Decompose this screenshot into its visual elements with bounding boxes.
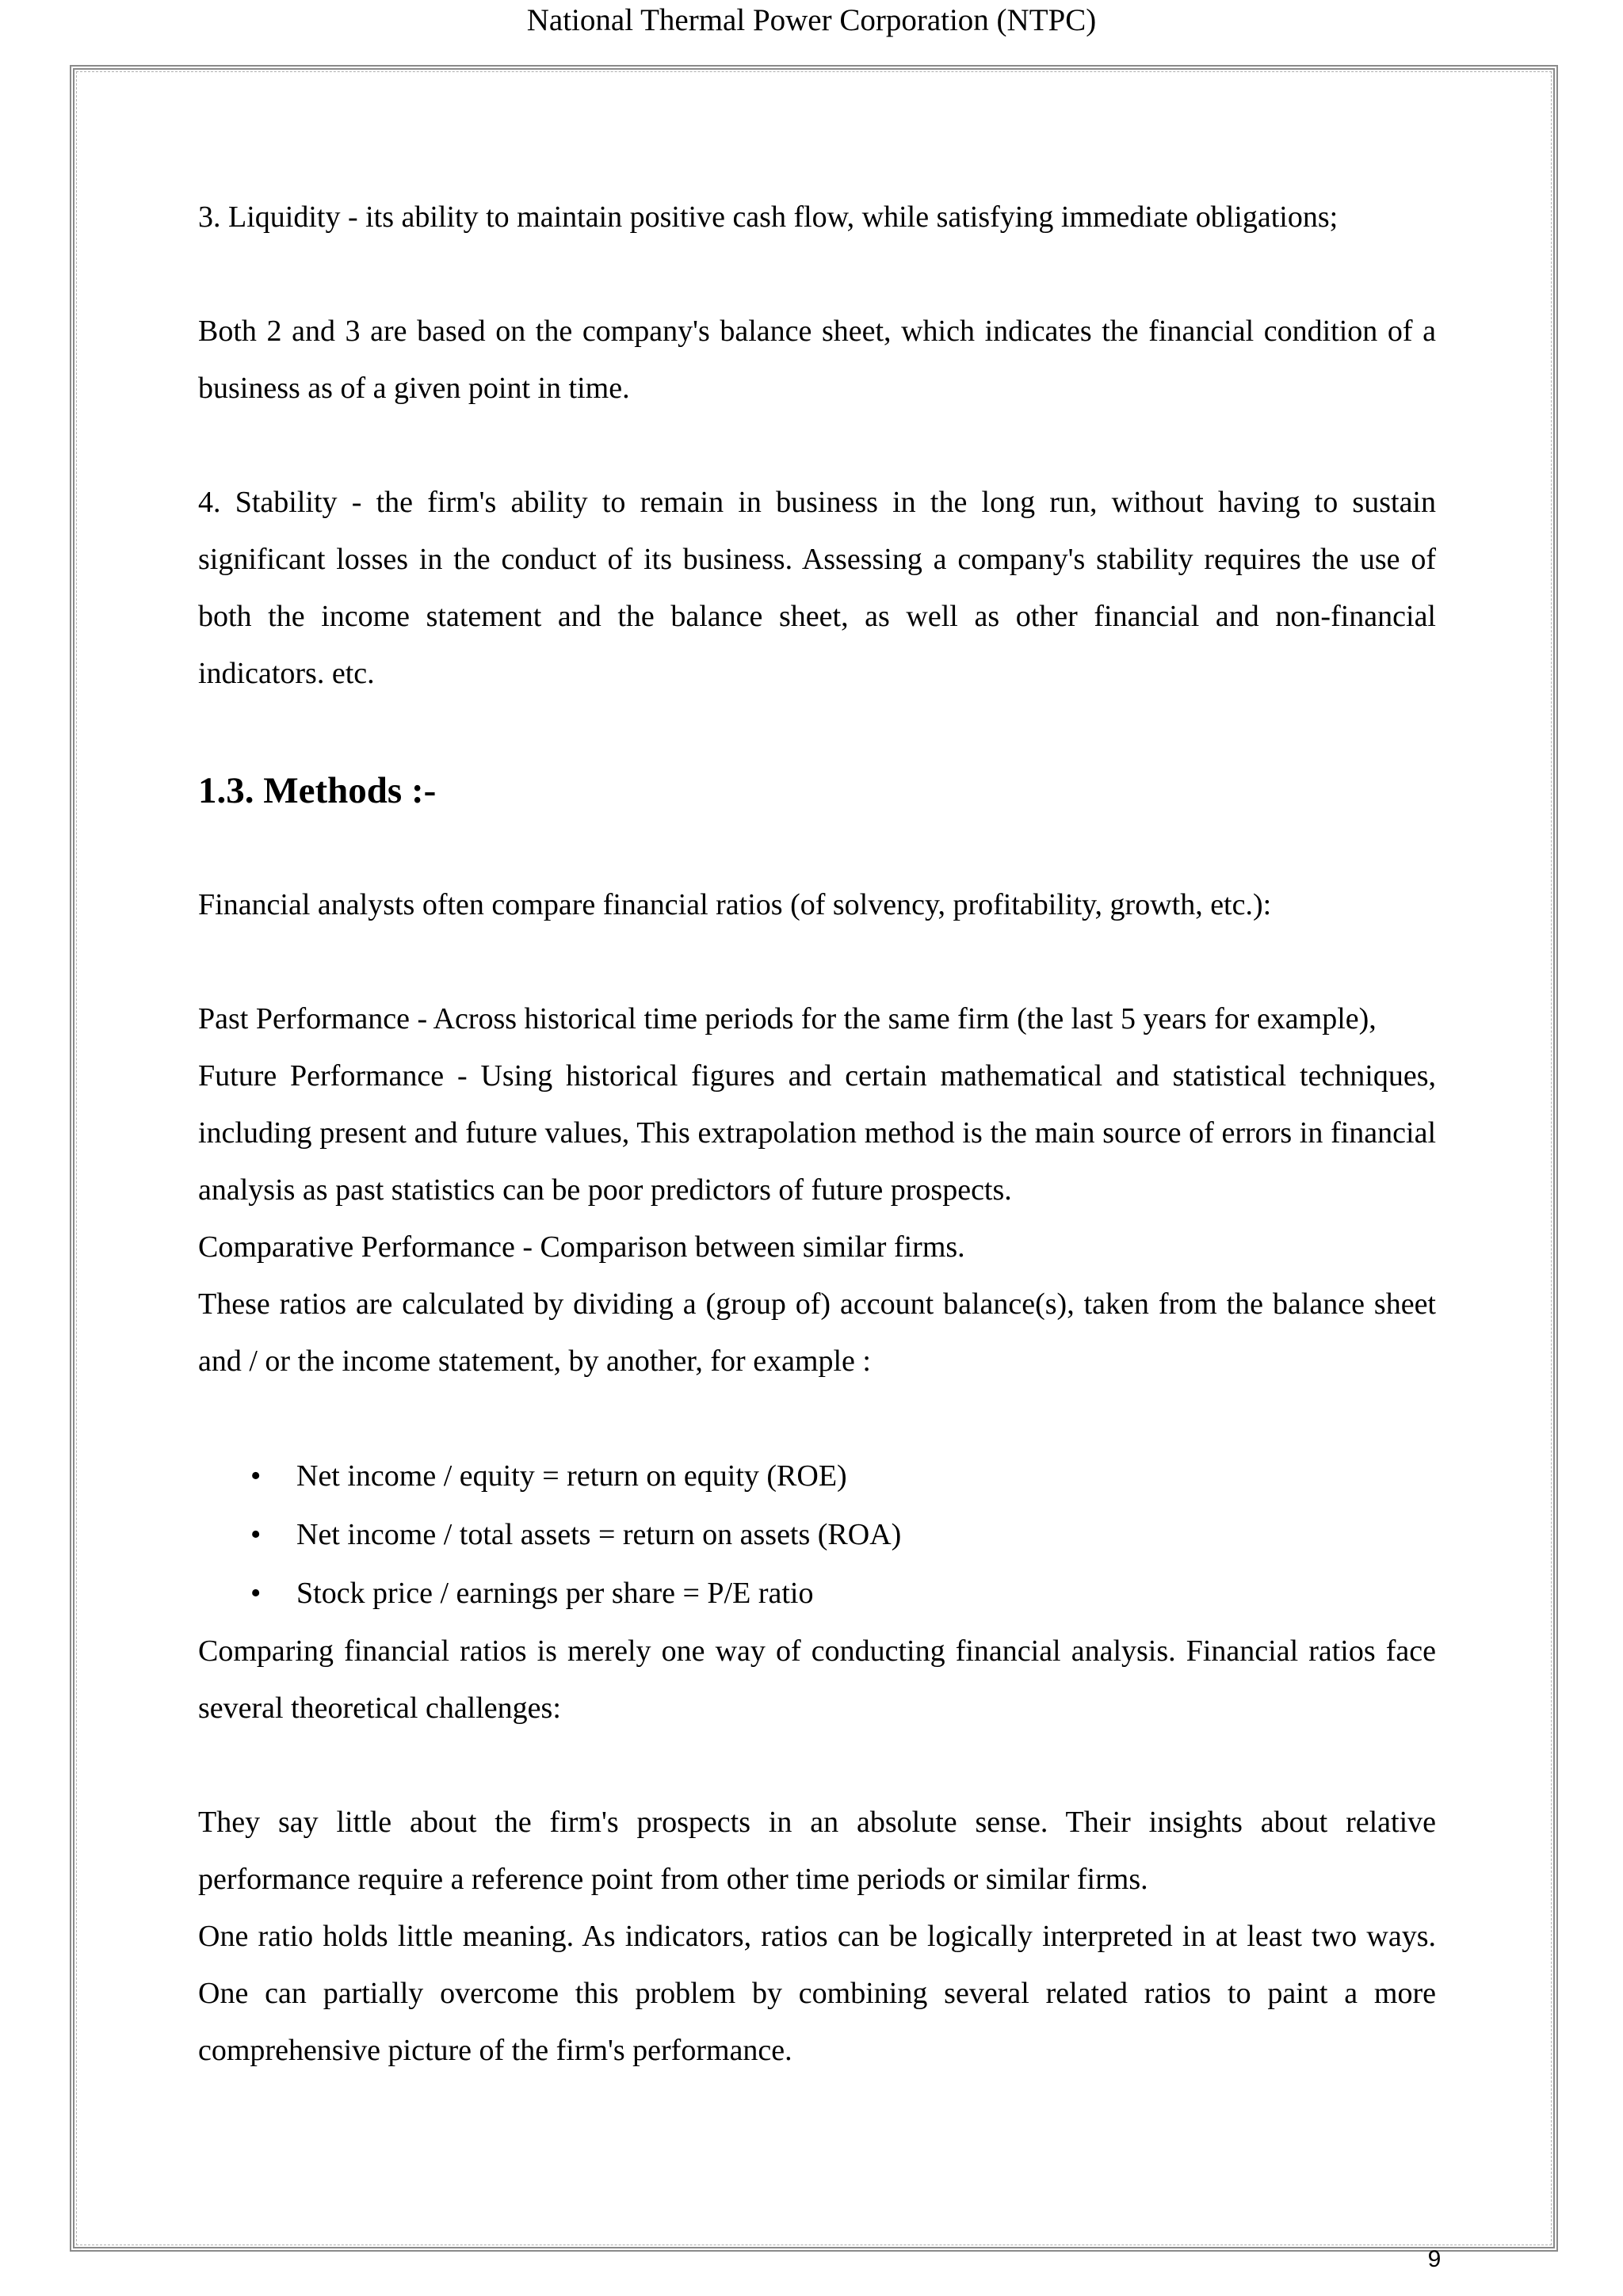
paragraph-comparative-performance: Comparative Performance - Comparison between similar firms.: [198, 1230, 965, 1264]
list-item-text: Net income / equity = return on equity (ROE): [296, 1459, 847, 1493]
list-item: [198, 1447, 1436, 1505]
bullet-icon: •: [250, 1459, 262, 1493]
list-item-text: Stock price / earnings per share = P/E ratio: [296, 1577, 814, 1610]
page-number: 9: [1427, 2246, 1442, 2272]
paragraph-future-performance: Future Performance - Using historical figures and certain mathematical and statistical techniques, including present and future values, This extrapolation method is the main source of errors in financial analysis as past statistics can be poor predictors of future prospects.: [198, 1059, 1436, 1207]
bullet-icon: •: [250, 1577, 262, 1610]
paragraph-stability: 4. Stability - the firm's ability to remain in business in the long run, without having to sustain significant losses in the conduct of its business. Assessing a company's stability requires the use of both the income statement and the balance sheet, as well as other financial and non-financial indicators. etc.: [198, 486, 1436, 690]
list-item-text: Net income / total assets = return on assets (ROA): [296, 1518, 902, 1551]
page-content: [198, 189, 1436, 2079]
paragraph-past-performance: Past Performance - Across historical time periods for the same firm (the last 5 years for example),: [198, 1002, 1377, 1035]
section-heading-methods: 1.3. Methods :-: [198, 770, 437, 811]
list-item: [198, 1505, 1436, 1564]
page-header: National Thermal Power Corporation (NTPC): [526, 3, 1097, 37]
bullet-icon: •: [250, 1518, 262, 1551]
paragraph-comparing-ratios: Comparing financial ratios is merely one way of conducting financial analysis. Financial ratios face several theoretical challenges:: [198, 1634, 1436, 1725]
paragraph-balance-sheet: Both 2 and 3 are based on the company's balance sheet, which indicates the financial condition of a business as of a given point in time.: [198, 315, 1436, 405]
paragraph-ratios-calculated: These ratios are calculated by dividing a (group of) account balance(s), taken from the balance sheet and / or the income statement, by another, for example :: [198, 1287, 1436, 1378]
paragraph-one-ratio: One ratio holds little meaning. As indicators, ratios can be logically interpreted in at least two ways. One can partially overcome this problem by combining several related ratios to paint a more comprehensive picture of the firm's performance.: [198, 1920, 1436, 2067]
paragraph-analysts: Financial analysts often compare financial ratios (of solvency, profitability, growth, etc.):: [198, 888, 1272, 921]
list-item: [198, 1564, 1436, 1623]
paragraph-say-little: They say little about the firm's prospects in an absolute sense. Their insights about relative performance require a reference point from other time periods or similar firms.: [198, 1806, 1436, 1896]
paragraph-liquidity: 3. Liquidity - its ability to maintain positive cash flow, while satisfying immediate obligations;: [198, 200, 1338, 234]
ratio-examples-list: [198, 1447, 1436, 1623]
